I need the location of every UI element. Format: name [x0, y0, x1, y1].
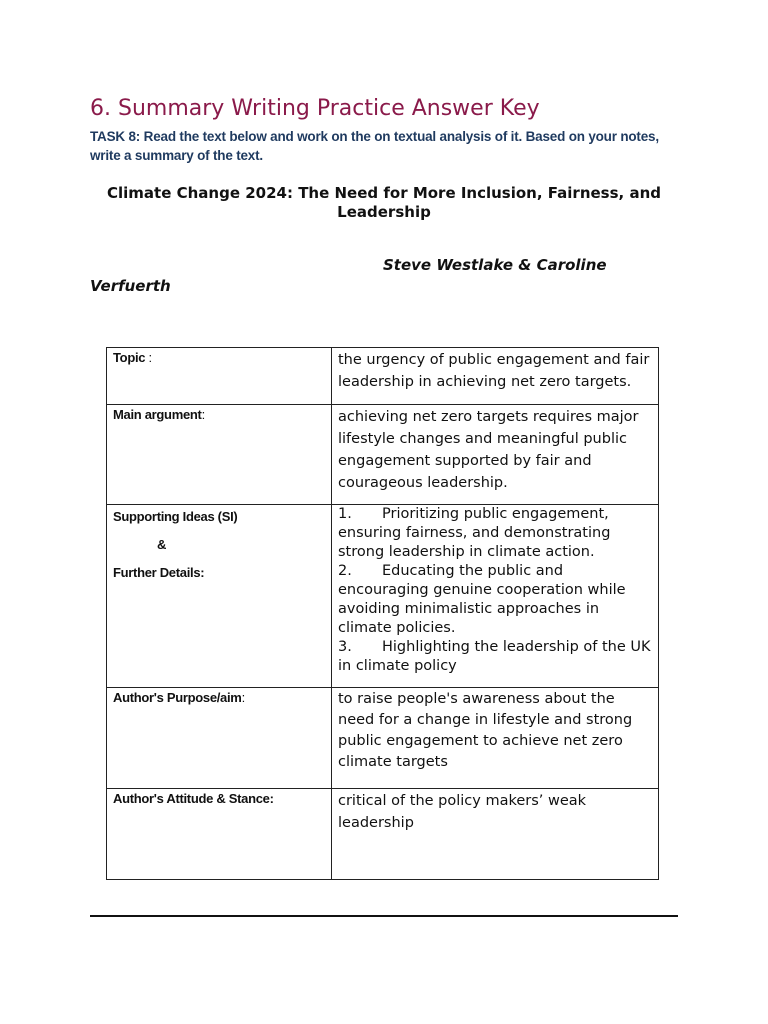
article-authors-line-2: Verfuerth: [90, 277, 171, 295]
ampersand-label: &: [157, 537, 167, 552]
task-instructions: TASK 8: Read the text below and work on the on textual analysis of it. Based on your notes, write a summary of the text.: [90, 129, 659, 163]
supporting-idea-item: [338, 638, 652, 676]
item-number: 1.: [338, 506, 352, 522]
page-heading: 6. Summary Writing Practice Answer Key: [90, 96, 540, 121]
further-details-label: Further Details:: [113, 565, 205, 580]
main-argument-label-cell: [107, 405, 332, 505]
attitude-label: Author's Attitude & Stance:: [113, 791, 274, 806]
table-row-purpose: [107, 688, 659, 789]
main-argument-label: Main argument: [113, 407, 202, 422]
table-row-supporting-ideas: [107, 505, 659, 688]
article-title: Climate Change 2024: The Need for More Inclusion, Fairness, and Leadership: [107, 184, 661, 221]
supporting-idea-item: [338, 505, 652, 562]
main-argument-label-suffix: :: [201, 407, 205, 422]
article-authors-line-1: Steve Westlake & Caroline: [383, 256, 607, 274]
attitude-label-cell: [107, 789, 332, 880]
purpose-value: to raise people's awareness about the need for a change in lifestyle and strong public engagement to achieve net zero climate targets: [332, 688, 659, 789]
topic-label: Topic: [113, 350, 146, 365]
supporting-label-cell: [107, 505, 332, 688]
supporting-ideas-list: [332, 505, 659, 688]
item-text: Educating the public and encouraging genuine cooperation while avoiding minimalistic approaches in climate policies.: [338, 563, 626, 636]
table-row-topic: [107, 348, 659, 405]
purpose-label-cell: [107, 688, 332, 789]
purpose-label: Author's Purpose/aim: [113, 690, 242, 705]
main-argument-value: achieving net zero targets requires major lifestyle changes and meaningful public engagement supported by fair and courageous leadership.: [332, 405, 659, 505]
purpose-label-suffix: :: [241, 690, 245, 705]
table-row-attitude: [107, 789, 659, 880]
topic-value: the urgency of public engagement and fair leadership in achieving net zero targets.: [332, 348, 659, 405]
item-number: 3.: [338, 639, 352, 655]
item-text: Prioritizing public engagement, ensuring fairness, and demonstrating strong leadership in climate action.: [338, 506, 611, 560]
item-text: Highlighting the leadership of the UK in climate policy: [338, 639, 651, 674]
table-row-main-argument: [107, 405, 659, 505]
item-number: 2.: [338, 563, 352, 579]
topic-label-cell: [107, 348, 332, 405]
analysis-table: [106, 347, 659, 880]
supporting-ideas-label: Supporting Ideas (SI): [113, 509, 238, 524]
horizontal-rule: [90, 915, 678, 917]
supporting-idea-item: [338, 562, 652, 638]
attitude-value: critical of the policy makers’ weak leadership: [332, 789, 659, 880]
topic-label-suffix: :: [145, 350, 152, 365]
